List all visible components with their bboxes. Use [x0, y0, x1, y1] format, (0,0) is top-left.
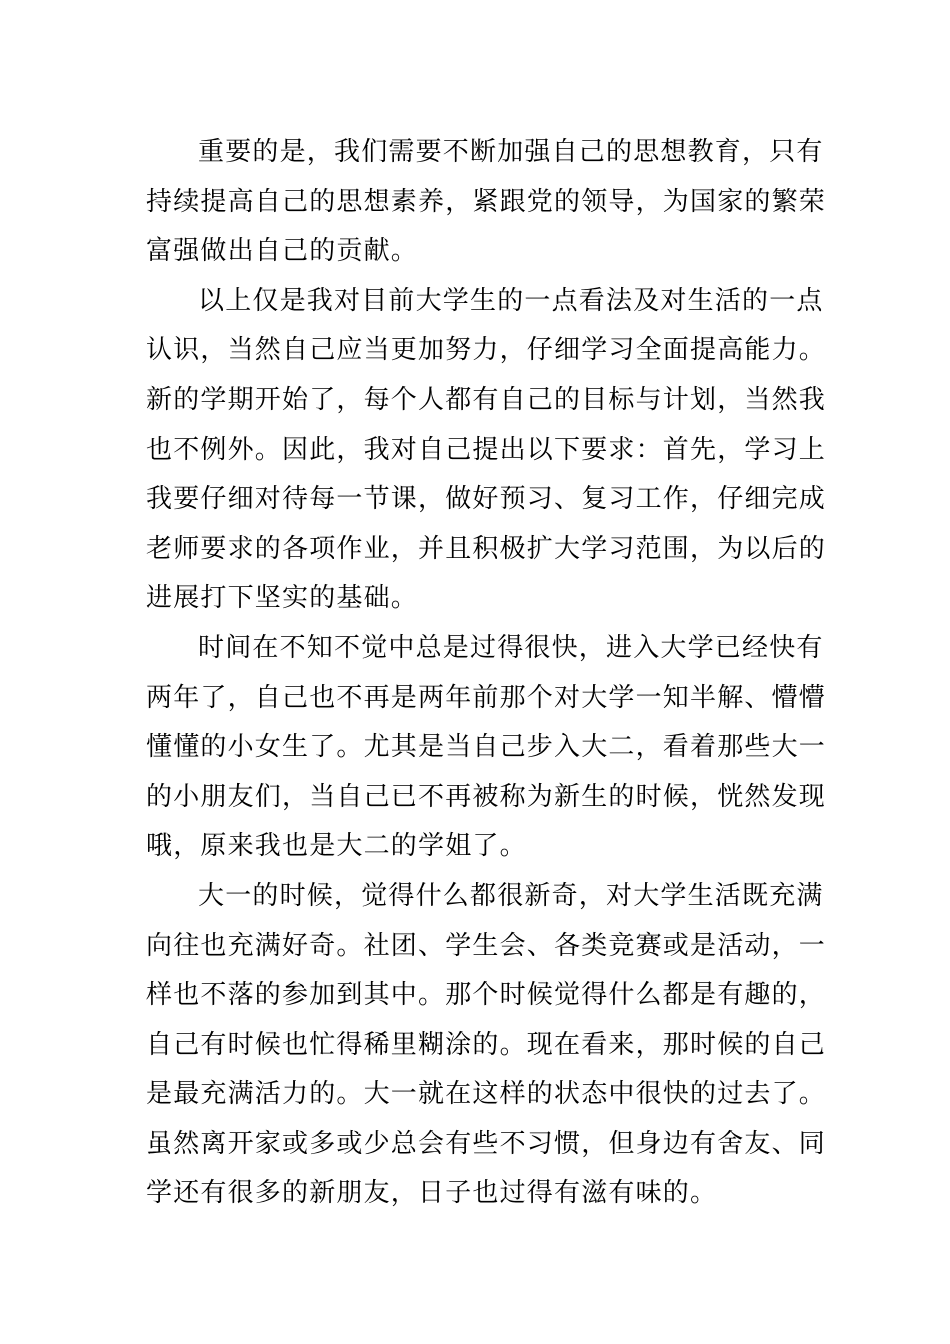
text-line: 认识，当然自己应当更加努力，仔细学习全面提高能力。 [146, 335, 827, 366]
text-line: 也不例外。因此，我对自己提出以下要求：首先，学习上 [146, 434, 827, 465]
text-line: 老师要求的各项作业，并且积极扩大学习范围，为以后的 [146, 533, 827, 564]
text-line: 大一的时候，觉得什么都很新奇，对大学生活既充满 [198, 880, 824, 911]
text-line: 样也不落的参加到其中。那个时候觉得什么都是有趣的， [146, 980, 827, 1011]
paragraph-2 [146, 277, 827, 624]
text-line: 时间在不知不觉中总是过得很快，进入大学已经快有 [198, 632, 824, 663]
text-line: 学还有很多的新朋友，日子也过得有滋有味的。 [146, 1178, 718, 1209]
paragraph-1 [146, 128, 827, 277]
text-line: 懂懂的小女生了。尤其是当自己步入大二，看着那些大一 [146, 732, 827, 763]
text-line: 富强做出自己的贡献。 [146, 236, 419, 267]
text-line: 以上仅是我对目前大学生的一点看法及对生活的一点 [198, 285, 824, 316]
text-line: 虽然离开家或多或少总会有些不习惯，但身边有舍友、同 [146, 1128, 827, 1159]
paragraph-4 [146, 872, 827, 1219]
text-line: 的小朋友们，当自己已不再被称为新生的时候，恍然发现 [146, 781, 827, 812]
document-body [146, 128, 827, 1219]
text-line: 哦，原来我也是大二的学姐了。 [146, 831, 527, 862]
text-line: 我要仔细对待每一节课，做好预习、复习工作，仔细完成 [146, 484, 827, 515]
text-line: 自己有时候也忙得稀里糊涂的。现在看来，那时候的自己 [146, 1029, 827, 1060]
text-line: 新的学期开始了，每个人都有自己的目标与计划，当然我 [146, 384, 827, 415]
text-line: 两年了，自己也不再是两年前那个对大学一知半解、懵懵 [146, 682, 827, 713]
text-line: 进展打下坚实的基础。 [146, 583, 419, 614]
text-line: 向往也充满好奇。社团、学生会、各类竞赛或是活动，一 [146, 930, 827, 961]
paragraph-3 [146, 624, 827, 872]
text-line: 是最充满活力的。大一就在这样的状态中很快的过去了。 [146, 1079, 827, 1110]
text-line: 重要的是，我们需要不断加强自己的思想教育，只有 [198, 137, 824, 167]
text-line: 持续提高自己的思想素养，紧跟党的领导，为国家的繁荣 [146, 186, 827, 217]
